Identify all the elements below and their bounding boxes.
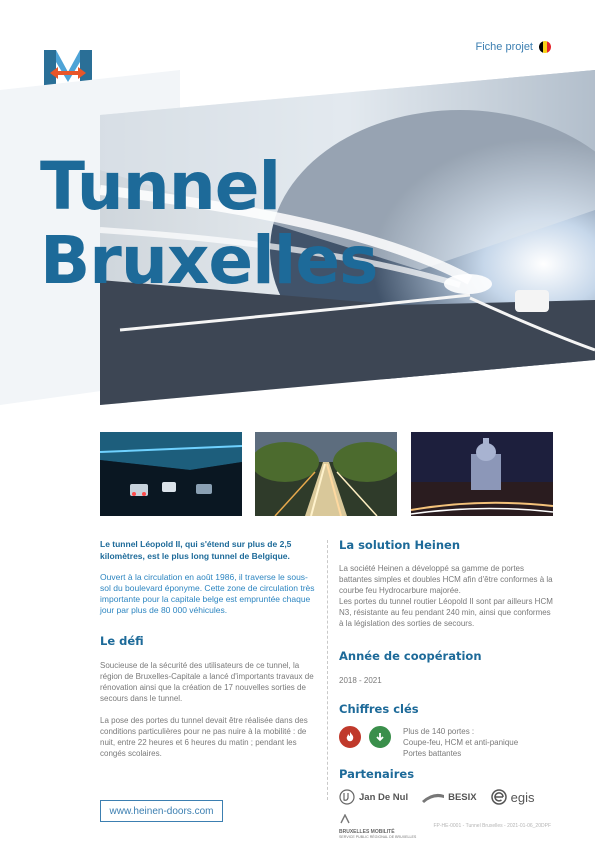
chiffres-heading: Chiffres clés xyxy=(339,702,419,716)
intro-lead: Le tunnel Léopold II, qui s'étend sur plus de 2,5 kilomètres, est le plus long tunnel de Belgique. xyxy=(100,539,292,561)
bm-line-1: BRUXELLES MOBILITÉ xyxy=(339,829,395,835)
jan-de-nul-label: Jan De Nul xyxy=(359,791,409,803)
partenaires-heading: Partenaires xyxy=(339,767,415,781)
partner-egis xyxy=(491,789,535,805)
defi-paragraph-2: La pose des portes du tunnel devait être réalisée dans des conditions particulières pour ne pas nuire à la mobilité : de nuit, entre 22 heures et 6 heures du matin ; pendant les congés scolaires. xyxy=(100,716,308,758)
document-reference: FP-HE-0001 - Tunnel Bruxelles - 2021-01-06_20DPF xyxy=(433,823,551,829)
chiffres-text: Plus de 140 portes : Coupe-feu, HCM et anti-panique Portes battantes xyxy=(403,727,519,758)
jan-de-nul-icon xyxy=(339,789,355,805)
chiffres-row xyxy=(339,726,553,759)
defi-heading: Le défi xyxy=(100,634,144,648)
partner-logos xyxy=(339,789,553,805)
defi-paragraph-1: Soucieuse de la sécurité des utilisateurs de ce tunnel, la région de Bruxelles-Capitale a lancé d'importants travaux de rénovation ainsi que la création de 17 nouvelles sorties de secours dans le tunnel. xyxy=(100,661,314,703)
partner-besix xyxy=(422,791,477,803)
tunnel-entrance-photo xyxy=(255,432,397,516)
intro-body: Ouvert à la circulation en août 1986, il traverse le sous-sol du boulevard éponyme. Cette zone de circulation très importante pour la capitale belge est empruntée chaque jour par plus de 80 000 véhicules. xyxy=(100,572,315,615)
bruxelles-mobilite-icon xyxy=(339,814,351,824)
annee-heading: Année de coopération xyxy=(339,649,482,663)
left-column xyxy=(100,538,318,759)
website-link[interactable]: www.heinen-doors.com xyxy=(100,800,223,822)
fiche-projet-label xyxy=(476,41,551,53)
egis-icon xyxy=(491,789,507,805)
tunnel-traffic-photo xyxy=(100,432,242,516)
right-column xyxy=(339,538,553,839)
fire-door-icon xyxy=(339,726,361,748)
besix-icon xyxy=(422,791,444,803)
besix-label: BESIX xyxy=(448,791,477,803)
egis-label: egis xyxy=(510,789,535,805)
solution-heading: La solution Heinen xyxy=(339,538,461,552)
title-line-2: Bruxelles xyxy=(40,222,378,299)
page-title xyxy=(40,150,377,298)
column-divider xyxy=(327,540,328,800)
title-line-1: Tunnel xyxy=(40,148,281,225)
annee-value: 2018 - 2021 xyxy=(339,676,382,685)
fiche-label-text: Fiche projet xyxy=(475,41,533,53)
bm-line-2: SERVICE PUBLIC RÉGIONAL DE BRUXELLES xyxy=(339,835,417,839)
photo-strip xyxy=(100,432,553,516)
solution-text: La société Heinen a développé sa gamme de portes battantes simples et doubles HCM afin d'être conformes à la courbe feu Hydrocarbure majorée. Les portes du tunnel routier Léopold II sont par ailleurs HCM N3, résistante au feu pendant 240 min, ainsi que conformes à la législation des sorties de secours. xyxy=(339,564,553,628)
belgium-flag-icon xyxy=(539,41,551,53)
partner-jan-de-nul xyxy=(339,789,408,805)
emergency-exit-icon xyxy=(369,726,391,748)
basilica-night-photo xyxy=(411,432,553,516)
